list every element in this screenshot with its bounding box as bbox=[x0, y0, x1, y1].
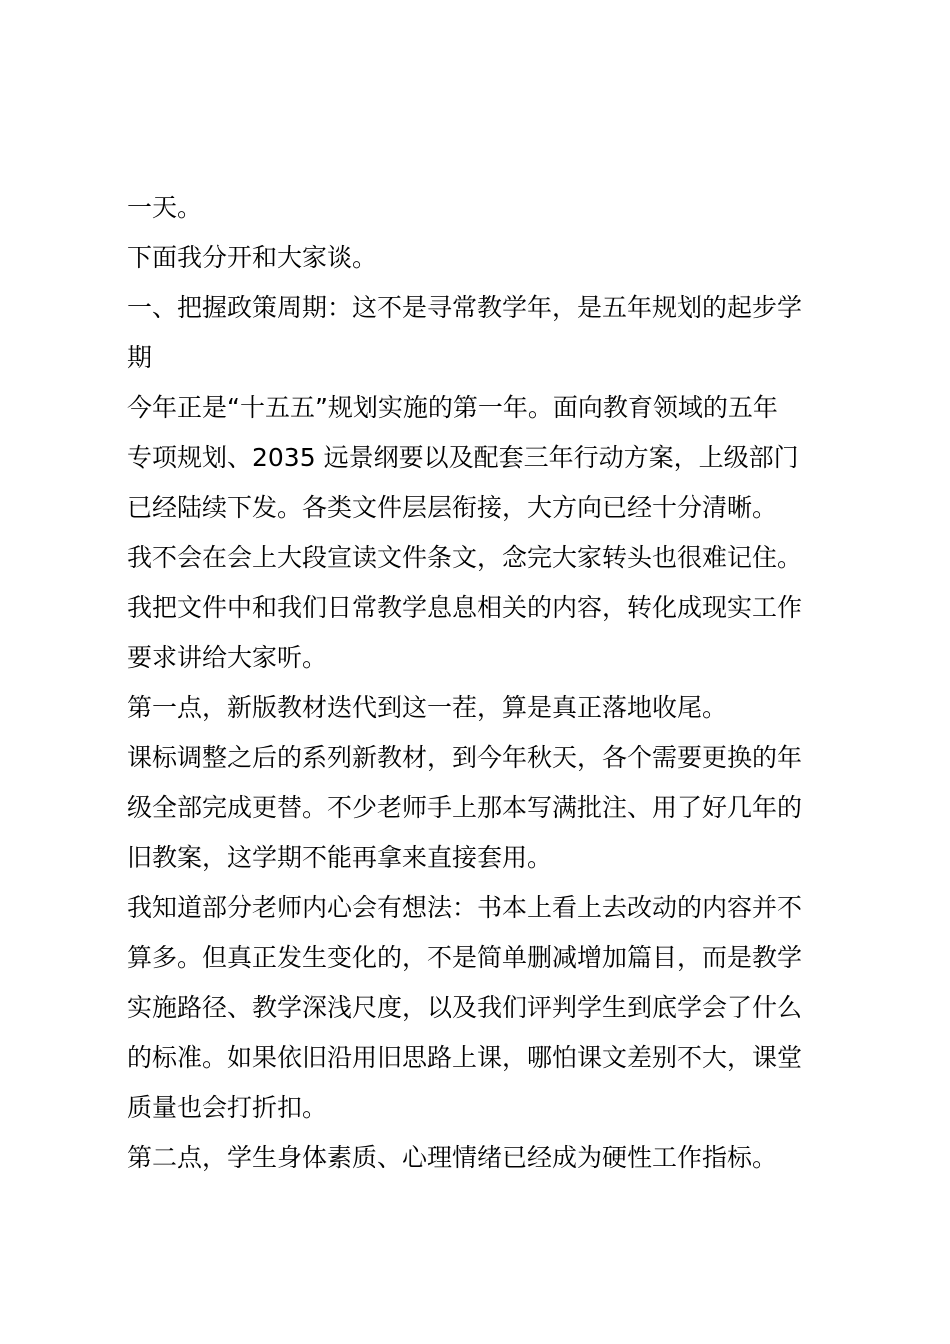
text-line: 旧教案，这学期不能再拿来直接套用。 bbox=[127, 843, 553, 872]
text-line: 一天。 bbox=[127, 193, 203, 222]
text-line: 今年正是“十五五”规划实施的第一年。面向教育领域的五年 bbox=[127, 393, 778, 422]
text-line: 课标调整之后的系列新教材，到今年秋天，各个需要更换的年 bbox=[127, 743, 803, 772]
text-line: 算多。但真正发生变化的，不是简单删减增加篇目，而是教学 bbox=[127, 943, 803, 972]
text-line: 下面我分开和大家谈。 bbox=[127, 243, 378, 272]
text-line: 的标准。如果依旧沿用旧思路上课，哪怕课文差别不大，课堂 bbox=[127, 1043, 803, 1072]
text-line: 要求讲给大家听。 bbox=[127, 643, 328, 672]
section-heading: 期 bbox=[127, 343, 153, 372]
point-heading: 第一点，新版教材迭代到这一茬，算是真正落地收尾。 bbox=[127, 693, 728, 722]
section-heading: 一、把握政策周期：这不是寻常教学年，是五年规划的起步学 bbox=[127, 293, 803, 322]
text-line: 专项规划、2035 远景纲要以及配套三年行动方案，上级部门 bbox=[127, 443, 799, 472]
text-line: 我不会在会上大段宣读文件条文，念完大家转头也很难记住。 bbox=[127, 543, 803, 572]
text-line: 我知道部分老师内心会有想法：书本上看上去改动的内容并不 bbox=[127, 893, 803, 922]
text-line: 已经陆续下发。各类文件层层衔接，大方向已经十分清晰。 bbox=[127, 493, 778, 522]
point-heading: 第二点，学生身体素质、心理情绪已经成为硬性工作指标。 bbox=[127, 1143, 778, 1172]
document-body bbox=[127, 183, 837, 1183]
text-line: 实施路径、教学深浅尺度，以及我们评判学生到底学会了什么 bbox=[127, 993, 803, 1022]
text-line: 质量也会打折扣。 bbox=[127, 1093, 328, 1122]
text-line: 级全部完成更替。不少老师手上那本写满批注、用了好几年的 bbox=[127, 793, 803, 822]
text-line: 我把文件中和我们日常教学息息相关的内容，转化成现实工作 bbox=[127, 593, 803, 622]
